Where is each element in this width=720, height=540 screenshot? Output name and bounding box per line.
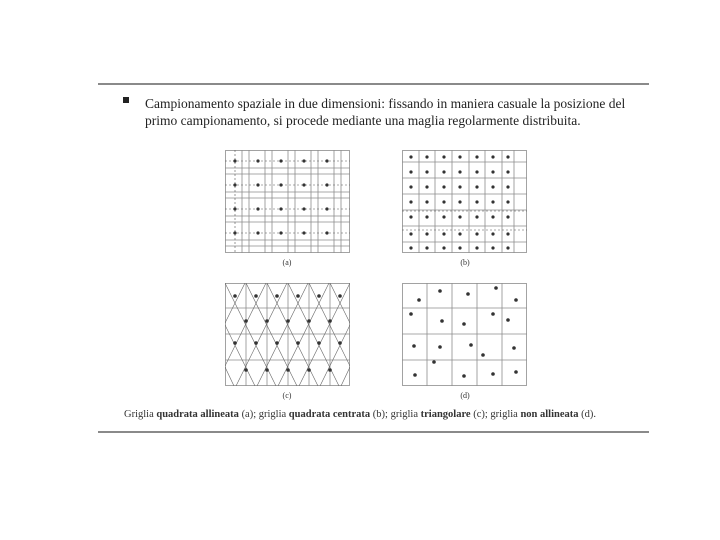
figure-b-label: (b) xyxy=(460,258,470,267)
figure-b-centered-grid xyxy=(402,150,527,253)
figure-d-label: (d) xyxy=(460,391,470,400)
grid-border xyxy=(403,284,527,386)
bullet-icon xyxy=(123,97,129,103)
bullet-text: Campionamento spaziale in due dimensioni: fissando in maniera casuale la posizione del primo campionamento, si procede mediante una maglia regolarmente distribuita. xyxy=(145,96,626,128)
grid-border xyxy=(226,151,350,253)
figure-a-label: (a) xyxy=(282,258,292,267)
figure-c-label: (c) xyxy=(282,391,292,400)
figure-d-non-aligned-grid xyxy=(402,283,527,386)
sample-points xyxy=(409,155,509,249)
figure-a-aligned-grid xyxy=(225,150,350,253)
top-rule xyxy=(98,83,649,85)
sample-points xyxy=(409,286,518,378)
bottom-rule xyxy=(98,431,649,433)
figure-caption: Griglia quadrata allineata (a); griglia quadrata centrata (b); griglia triangolare (c); griglia non allineata (d). xyxy=(124,409,597,420)
figure-c-triangular-grid xyxy=(225,283,350,386)
sample-points xyxy=(233,159,328,234)
